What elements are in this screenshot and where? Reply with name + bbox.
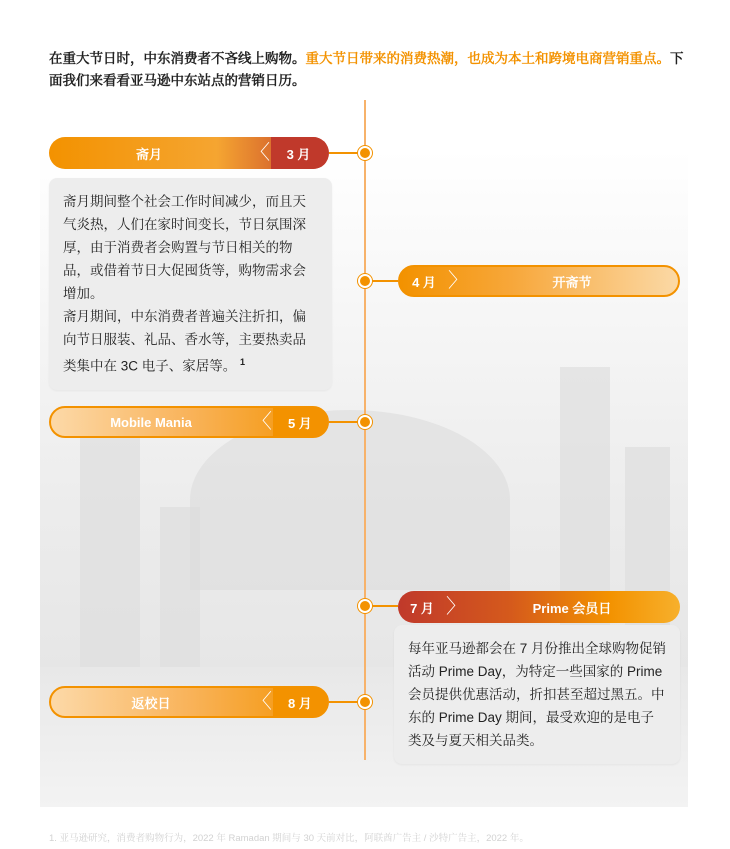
event-mobile-mania-pill bbox=[49, 406, 329, 438]
intro-highlight: 重大节日带来的消费热潮，也成为本土和跨境电商营销重点。 bbox=[305, 51, 670, 66]
intro-paragraph bbox=[49, 48, 689, 92]
event-back-to-school-month: 8 月 bbox=[273, 688, 327, 716]
connector bbox=[329, 701, 359, 703]
connector bbox=[329, 152, 359, 154]
ramadan-desc-1: 斋月期间整个社会工作时间减少，而且天气炎热，人们在家时间变长，节日氛围深厚，由于消费者会购置与节日相关的物品，或借着节日大促囤货等，购物需求会增加。 bbox=[63, 194, 306, 301]
event-mobile-mania-month: 5 月 bbox=[273, 408, 327, 436]
timeline-dot bbox=[358, 146, 372, 160]
event-mobile-mania-name: Mobile Mania bbox=[110, 414, 192, 430]
ramadan-description-card bbox=[49, 178, 332, 390]
timeline-dot bbox=[358, 415, 372, 429]
separator-icon: 〈 bbox=[250, 142, 270, 164]
separator-icon: 〉 bbox=[446, 596, 466, 618]
prime-description-card bbox=[394, 625, 680, 764]
ramadan-desc-2: 斋月期间，中东消费者普遍关注折扣，偏向节日服装、礼品、香水等，主要热卖品类集中在 3C 电子、家居等。 $^1$ bbox=[63, 309, 306, 374]
separator-icon: 〈 bbox=[251, 691, 272, 713]
event-prime-name: Prime 会员日 bbox=[532, 600, 612, 616]
connector bbox=[372, 280, 398, 282]
event-back-to-school-pill bbox=[49, 686, 329, 718]
connector bbox=[329, 421, 359, 423]
event-back-to-school-name: 返校日 bbox=[131, 695, 171, 711]
separator-icon: 〉 bbox=[448, 270, 468, 292]
event-eid-month: 4 月 bbox=[412, 274, 436, 290]
timeline-dot bbox=[358, 274, 372, 288]
footnote-marker: 1 bbox=[240, 357, 246, 367]
separator-icon: 〈 bbox=[251, 411, 272, 433]
event-eid-name: 开斋节 bbox=[552, 274, 592, 290]
prime-desc: 每年亚马逊都会在 7 月份推出全球购物促销活动 Prime Day，为特定一些国家的 Prime 会员提供优惠活动，折扣甚至超过黑五。中东的 Prime Day 期间，最受欢迎的是电子类及与夏天相关品类。 bbox=[408, 641, 667, 748]
event-ramadan-month: 3 月 bbox=[271, 137, 326, 169]
event-prime-pill bbox=[398, 591, 680, 623]
timeline-dot bbox=[358, 695, 372, 709]
intro-text-a: 在重大节日时，中东消费者不吝线上购物。 bbox=[49, 51, 306, 66]
timeline-dot bbox=[358, 599, 372, 613]
event-eid-pill bbox=[398, 265, 680, 297]
event-prime-month: 7 月 bbox=[410, 600, 434, 616]
footnote: 1. 亚马逊研究，消费者购物行为，2022 年 Ramadan 期间与 30 天前对比，阿联酋广告主 / 沙特广告主，2022 年。 bbox=[49, 833, 529, 844]
timeline-axis bbox=[364, 100, 366, 760]
connector bbox=[372, 605, 398, 607]
event-ramadan-pill bbox=[49, 137, 329, 169]
event-ramadan-name: 斋月 bbox=[135, 146, 162, 162]
intro-text-b: 下面我们来看看亚马逊中东站点的营销日历。 bbox=[49, 51, 684, 88]
